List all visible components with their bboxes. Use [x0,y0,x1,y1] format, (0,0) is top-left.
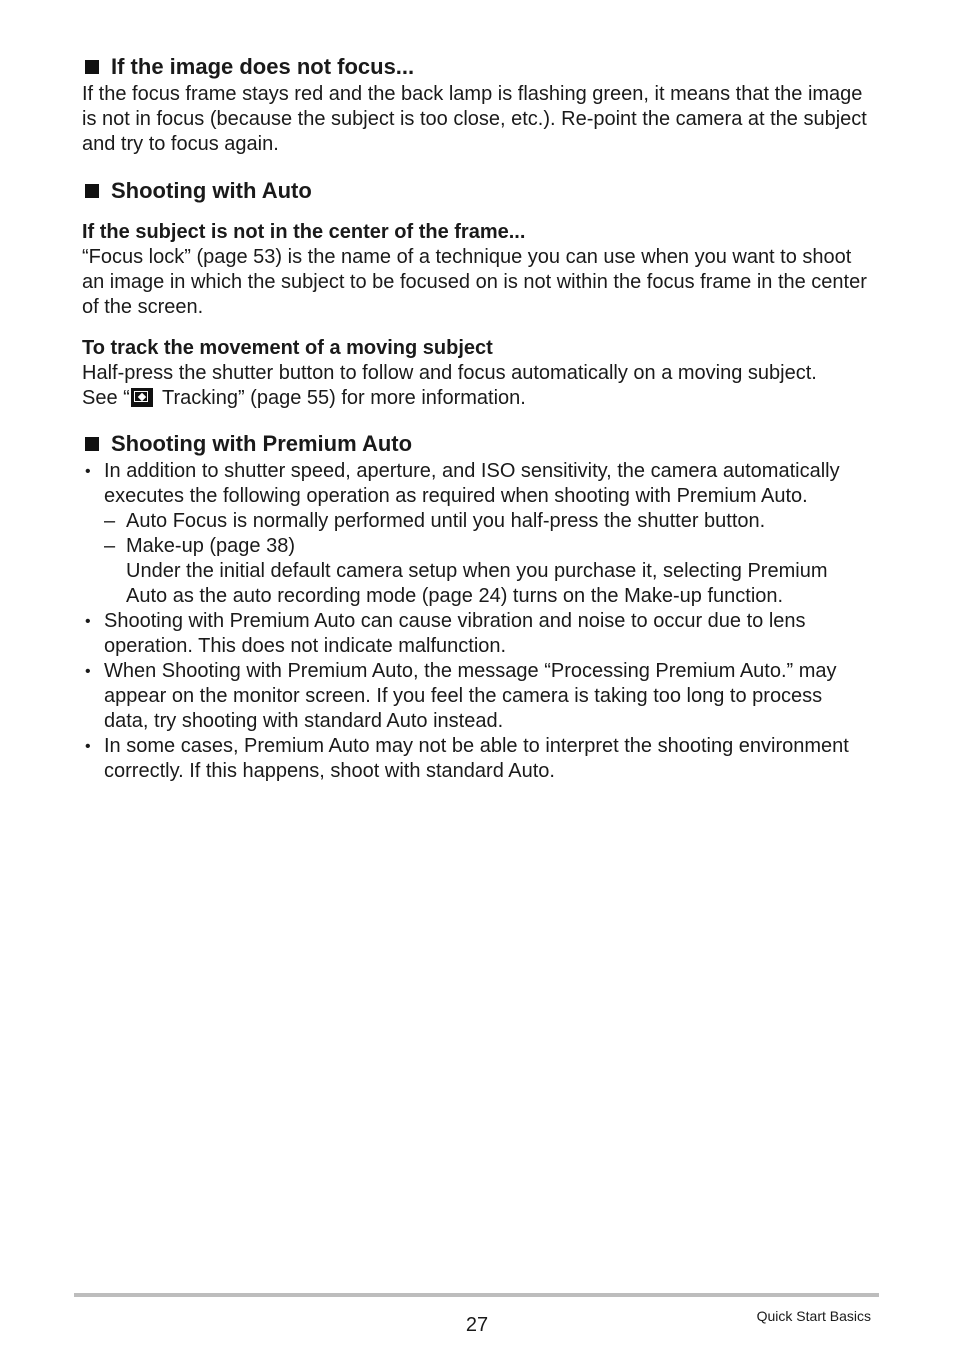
footer-divider [74,1293,879,1297]
tracking-icon [131,388,153,407]
dash-title: Make-up (page 38) [126,535,295,557]
bullet-text: When Shooting with Premium Auto, the message “Processing Premium Auto.” may appear on the monitor screen. If you feel the camera is taking too long to process data, try shooting with standard Auto instead. [104,660,837,732]
page-content [82,52,872,784]
tracking-body-post: Tracking” (page 55) for more information. [156,387,526,409]
square-bullet-icon [85,437,99,451]
list-item [82,659,872,734]
premium-bullet-list [82,459,872,784]
footer-section-label: Quick Start Basics [756,1308,871,1324]
section-heading-focus [82,52,872,82]
tracking-body [82,361,872,411]
square-bullet-icon [85,60,99,74]
dash-list [104,509,872,609]
list-item [82,459,872,609]
tracking-body-pre: See “ [82,387,130,409]
list-item [82,734,872,784]
section-title: If the image does not focus... [111,54,415,79]
section-heading-premium [82,429,872,459]
bullet-text: Shooting with Premium Auto can cause vibration and noise to occur due to lens operation. This does not indicate malfunction. [104,610,806,657]
section-heading-auto [82,176,872,206]
center-frame-body: “Focus lock” (page 53) is the name of a technique you can use when you want to shoot an image in which the subject to be focused on is not within the focus frame in the center of the screen. [82,246,867,318]
list-item [82,609,872,659]
subheading-center-frame: If the subject is not in the center of the frame... [82,221,526,243]
dash-body: Under the initial default camera setup when you purchase it, selecting Premium Auto as the auto recording mode (page 24) turns on the Make-up function. [126,560,828,607]
list-item [104,509,872,534]
list-item [104,534,872,609]
square-bullet-icon [85,184,99,198]
focus-body: If the focus frame stays red and the back lamp is flashing green, it means that the image is not in focus (because the subject is too close, etc.). Re-point the camera at the subject and try to focus again. [82,83,867,155]
section-title: Shooting with Premium Auto [111,431,413,456]
bullet-text: In some cases, Premium Auto may not be able to interpret the shooting environment correctly. If this happens, shoot with standard Auto. [104,735,849,782]
section-title: Shooting with Auto [111,178,312,203]
subheading-tracking: To track the movement of a moving subject [82,337,493,359]
bullet-text: In addition to shutter speed, aperture, and ISO sensitivity, the camera automatically executes the following operation as required when shooting with Premium Auto. [104,460,840,507]
page-number: 27 [465,1314,489,1336]
dash-text: Auto Focus is normally performed until you half-press the shutter button. [126,510,766,532]
tracking-body-line1: Half-press the shutter button to follow and focus automatically on a moving subject. [82,362,817,384]
